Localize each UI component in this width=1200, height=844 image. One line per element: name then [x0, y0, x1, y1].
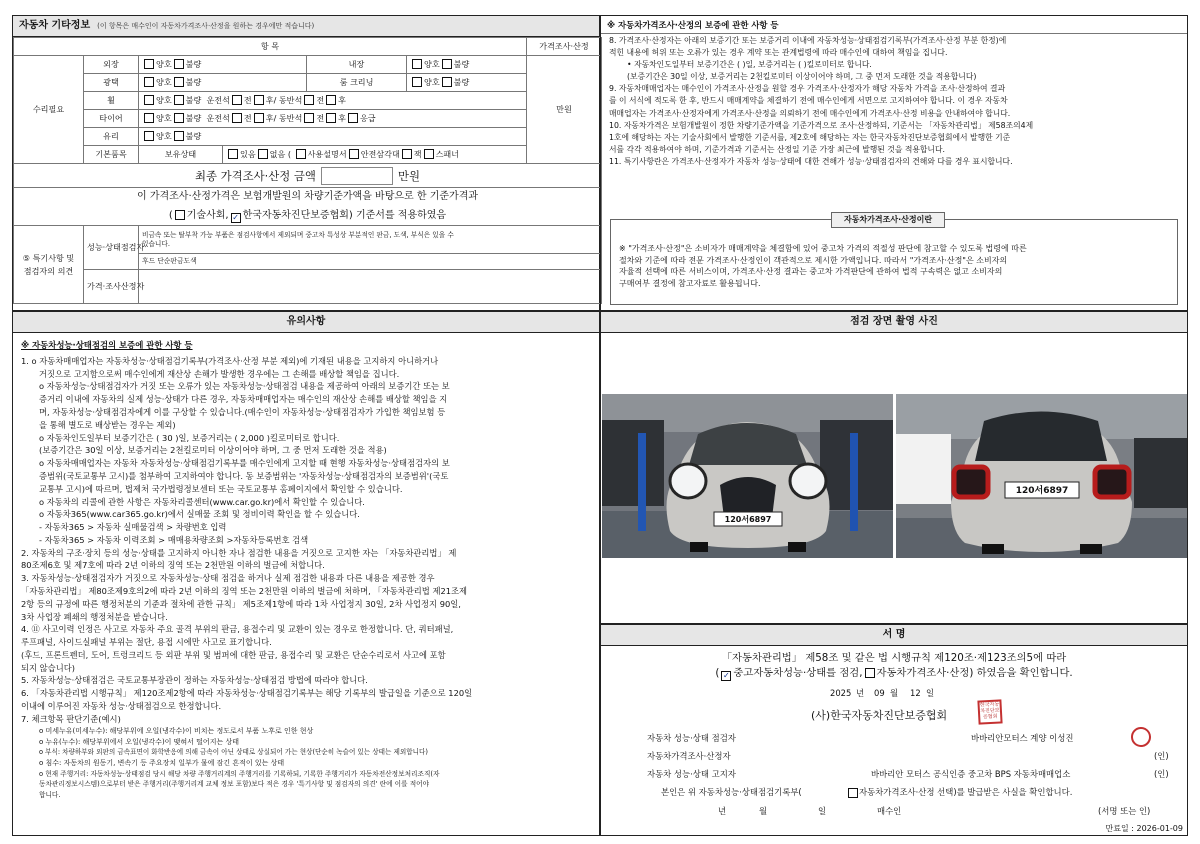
- rear-label: 후: [338, 113, 346, 124]
- ownership-options: 있음 없음 ( 사용설명서 안전삼각대 잭 스패너: [223, 146, 602, 164]
- buyer-month: 월: [759, 806, 768, 816]
- tire-emergency-checkbox[interactable]: [348, 113, 358, 123]
- front-plate-text: 120서6897: [724, 515, 772, 524]
- front-label: 전: [316, 113, 325, 124]
- note-line: 80조제6호 및 제7호에 따라 2년 이하의 징역 또는 2천만원 이하의 벌금에 처합니다.: [21, 560, 325, 571]
- inspector-seal: [1130, 726, 1151, 747]
- bad-label: 불량: [185, 131, 202, 142]
- price-inspector-note[interactable]: [139, 270, 602, 304]
- technician-standard-checkbox[interactable]: [175, 210, 185, 220]
- association-standard-checkbox[interactable]: ✓: [232, 212, 239, 222]
- exterior-options: [139, 56, 307, 74]
- inspection-confirm-label: 중고자동차성능·상태를 점검,: [733, 667, 863, 680]
- note-line: o 자동차의 리콜에 관한 사항은 자동차리콜센터(www.car.go.kr)에서 확인할 수 있습니다.: [39, 496, 365, 507]
- note-line: 6. 「자동차관리법 시행규칙」 제120조제2항에 따라 자동차성능·상태점검기록부는 해당 기록부의 발급일을 기준으로 120일: [21, 688, 473, 699]
- ownership-none-checkbox[interactable]: [258, 149, 268, 159]
- price-confirm-label: 자동차가격조사·산정) 하였음을 확인합니다.: [876, 667, 1073, 680]
- bad-label: 불량: [453, 59, 470, 70]
- price-definition-box: [610, 215, 1178, 305]
- room-cleaning-bad-checkbox[interactable]: [442, 77, 452, 87]
- rear-plate-text: 120서6897: [1015, 486, 1069, 496]
- glass-options: [139, 128, 527, 146]
- vehicle-other-info-subtitle: (이 항목은 매수인이 자동차가격조사·산정을 원하는 경우에만 적습니다): [97, 21, 315, 30]
- none-label: 없음: [269, 149, 286, 160]
- signature-section: [600, 624, 1188, 836]
- exterior-label: 외장: [84, 56, 139, 74]
- front-label: 전: [243, 113, 252, 124]
- price-person-seal: (인): [1154, 751, 1169, 761]
- good-label: 양호: [156, 113, 172, 124]
- ownership-exists-checkbox[interactable]: [228, 149, 238, 159]
- item-header: 항 목: [14, 38, 527, 56]
- price-header: 가격조사·산정: [527, 38, 602, 56]
- note-line: 합니다.: [39, 790, 61, 799]
- good-label: 양호: [156, 131, 172, 142]
- interior-bad-checkbox[interactable]: [442, 59, 452, 69]
- driver-seat-label: 운전석: [206, 113, 230, 124]
- standard-choice-row: [14, 208, 602, 226]
- final-price-input[interactable]: [321, 167, 393, 185]
- technician-standard-label: 기술사회,: [186, 209, 229, 221]
- bad-label: 불량: [185, 77, 202, 88]
- notes-content: [13, 333, 599, 805]
- receipt-prefix: 본인은 위 자동차성능·상태점검기록부(: [661, 787, 802, 797]
- notifier-value: 바바리안 모터스 공식인증 중고차 BPS 자동차매매업소: [871, 769, 1071, 779]
- room-cleaning-options: [407, 74, 527, 92]
- notes-headline: ※ 자동차성능·상태점검의 보증에 관한 사항 등: [21, 340, 193, 350]
- bad-label: 불량: [185, 113, 202, 124]
- photo-title-bar: [601, 312, 1187, 333]
- notes-title: 유의사항: [286, 315, 326, 327]
- note-line: o 부식: 차량하부와 외판의 금속표면이 화학반응에 의해 금속이 아닌 상태로 상실되어 가는 현상(단순히 녹슬어 있는 상태는 제외합니다): [39, 748, 428, 757]
- jack-label: 잭: [413, 149, 422, 160]
- note-line: (후드, 프론트펜더, 도어, 트렁크리드 등 외판 부위 및 범퍼에 대한 판금, 용접수리 및 교환은 단순수리로서 사고에 포함: [21, 649, 446, 660]
- note-line: 3. 자동차성능·상태점검자가 거짓으로 자동차성능·상태 점검을 하거나 실제 점검한 내용과 다른 내용을 제공한 경우: [21, 573, 435, 584]
- receipt-price-checkbox[interactable]: [848, 788, 858, 798]
- note-line: 3차 사업장 폐쇄의 행정처분을 받습니다.: [21, 611, 168, 622]
- photo-title: 점검 장면 촬영 사진: [850, 315, 938, 327]
- wheel-driver-rear-checkbox[interactable]: [254, 95, 264, 105]
- tire-driver-front-checkbox[interactable]: [232, 113, 242, 123]
- price-guarantee-section: [600, 15, 1188, 311]
- tire-options: [139, 110, 527, 128]
- signature-title-bar: [601, 625, 1187, 646]
- year-value: 2025: [830, 688, 852, 698]
- rear-label: 후: [265, 113, 274, 124]
- price-manwon: 만원: [527, 56, 602, 164]
- notes-title-bar: [13, 312, 599, 333]
- note-line: 「자동차관리법」 제80조제9호의2에 따라 2년 이하의 징역 또는 2천만원 이하의 벌금에 처하며, 「자동차관리법 제21조제: [21, 585, 468, 596]
- note-line: 7. 체크항목 판단기준(예시): [21, 713, 121, 724]
- wheel-driver-front-checkbox[interactable]: [232, 95, 242, 105]
- ownership-label: 보유상태: [139, 146, 223, 164]
- note-line: (보증기간은 30일 이상, 보증거리는 2천킬로미터 이상이어야 하며, 그 중 먼저 도래한 것을 적용): [39, 445, 387, 456]
- wheel-options: [139, 92, 527, 110]
- vehicle-other-info-table: [13, 37, 602, 304]
- tire-driver-rear-checkbox[interactable]: [254, 113, 264, 123]
- safety-checkbox[interactable]: [349, 149, 359, 159]
- manual-checkbox[interactable]: [296, 149, 306, 159]
- gloss-label: 광택: [84, 74, 139, 92]
- expiry-date: 만료일 : 2026-01-09: [1105, 824, 1183, 833]
- inspection-confirm-checkbox[interactable]: ✓: [722, 671, 730, 681]
- price-guarantee-title: ※ 자동차가격조사·산정의 보증에 관한 사항 등: [601, 16, 1187, 34]
- notes-section: [12, 311, 600, 836]
- rear-label: 후: [338, 95, 346, 106]
- association-seal: [977, 699, 1002, 724]
- wheel-good-checkbox[interactable]: [144, 95, 154, 105]
- emergency-label: 응급: [359, 113, 376, 124]
- driver-seat-label: 운전석: [206, 95, 230, 106]
- inspection-result: 후드 단순판금도색: [139, 254, 602, 270]
- price-person-label: 자동차가격조사·산정자: [647, 751, 731, 761]
- exists-label: 있음: [240, 149, 256, 160]
- note-line: 거짓으로 고지함으로써 매수인에게 재산상 손해가 발생한 경우에는 그 손해를 배상할 책임을 집니다.: [39, 368, 400, 379]
- gloss-bad-checkbox[interactable]: [174, 77, 184, 87]
- note-line: 동차관리정보시스템)으로부터 받은 주행거리(주행거리계 교체 정보 포함)보다 적은 경우 '특기사항 및 점검자의 의견' 란에 이를 적어야: [39, 780, 430, 789]
- good-label: 양호: [156, 59, 172, 70]
- note-line: o 현재 주행거리: 자동차성능·상태점검 당시 해당 차량 주행거리계의 주행거리를 기록하되, 기록한 주행거리가 자동차전산정보처리조직(자: [39, 769, 440, 778]
- good-label: 양호: [156, 95, 172, 106]
- inspector-value: 바바리안모터스 계양 이성진: [971, 733, 1074, 743]
- year-label: 년: [856, 688, 865, 698]
- buyer-day: 일: [818, 806, 827, 816]
- buyer-year: 년: [718, 806, 727, 816]
- room-cleaning-label: 룸 크리닝: [307, 74, 407, 92]
- manual-label: 사용설명서: [307, 149, 347, 160]
- price-confirm-checkbox[interactable]: [865, 668, 875, 678]
- buyer-signature-note: (서명 또는 인): [1098, 806, 1151, 816]
- vehicle-other-info-section: [12, 15, 600, 311]
- front-label: 전: [243, 95, 252, 106]
- good-label: 양호: [156, 77, 172, 88]
- exterior-bad-checkbox[interactable]: [174, 59, 184, 69]
- spanner-label: 스패너: [435, 149, 460, 160]
- rear-car-image: [896, 394, 1187, 558]
- interior-label: 내장: [307, 56, 407, 74]
- interior-options: [407, 56, 527, 74]
- good-label: 양호: [424, 77, 440, 88]
- safety-label: 안전삼각대: [360, 149, 400, 160]
- note-line: o 자동차매매업자는 자동차 자동차성능·상태점검기록부를 매수인에게 고지할 때 현행 자동차성능·상태점검자의 보: [39, 458, 450, 469]
- note-line: o 자동차365(www.car365.go.kr)에서 실매물 조회 및 정비이력 확인을 할 수 있습니다.: [39, 509, 360, 520]
- buyer-label: 매수인: [877, 806, 902, 816]
- passenger-seat-label: / 동반석: [273, 95, 303, 106]
- note-line: 이내에 이루어진 자동차 성능·상태점검으로 한정합니다.: [21, 701, 222, 712]
- rear-car-photo: [896, 394, 1187, 558]
- tire-passenger-front-checkbox[interactable]: [304, 113, 314, 123]
- front-car-image: [602, 394, 893, 558]
- vehicle-other-info-title-bar: [13, 16, 599, 37]
- confirm-open: (: [715, 667, 720, 680]
- tire-passenger-rear-checkbox[interactable]: [326, 113, 336, 123]
- note-line: 증범위(국토교통부 고시)를 첨부하여 고지하여야 합니다. 동 보증범위는 '자동차성능·상태점검자의 보증범위'(국토: [39, 470, 449, 481]
- note-line: o 자동차인도일부터 보증기간은 ( 30 )일, 보증거리는 ( 2,000 )킬로미터로 합니다.: [39, 432, 340, 443]
- room-cleaning-good-checkbox[interactable]: [412, 77, 422, 87]
- note-line: 2. 자동차의 구조·장치 등의 성능·상태를 고지하지 아니한 자나 점검한 내용을 거짓으로 고지한 자는 「자동차관리법」 제: [21, 547, 457, 558]
- gloss-good-checkbox[interactable]: [144, 77, 154, 87]
- final-price-label: 최종 가격조사·산정 금액: [195, 168, 316, 183]
- note-line: o 미세누유(미세누수): 해당부위에 오일(냉각수)이 비치는 정도로서 부품 노후로 인한 현상: [39, 726, 314, 735]
- note-line: o 자동차성능·상태점검자가 거짓 또는 오류가 있는 자동차성능·상태점검 내용을 제공하여 아래의 보증기간 또는 보: [39, 381, 450, 392]
- jack-checkbox[interactable]: [402, 149, 412, 159]
- front-label: 전: [316, 95, 325, 106]
- notifier-label: 자동차 성능·상태 고지자: [647, 769, 736, 779]
- month-value: 09: [874, 688, 885, 698]
- passenger-seat-label: / 동반석: [273, 113, 303, 124]
- stamp-text: 한국자동차진단보증협회: [979, 701, 1000, 721]
- note-line: - 자동차365 > 자동차 실매물검색 > 차량번호 입력: [39, 522, 227, 533]
- spanner-checkbox[interactable]: [424, 149, 434, 159]
- final-price-row: [14, 164, 602, 188]
- signature-title: 서 명: [882, 628, 906, 640]
- bad-label: 불량: [453, 77, 470, 88]
- wheel-label: 휠: [84, 92, 139, 110]
- notifier-seal: (인): [1154, 769, 1169, 779]
- law-basis: 「자동차관리법」 제58조 및 같은 법 시행규칙 제120조·제123조의5에 따라: [721, 652, 1067, 664]
- inspection-photos-section: [600, 311, 1188, 624]
- note-line: 1. o 자동차매매업자는 자동차성능·상태점검기록부(가격조사·산정 부분 제외)에 기재된 내용을 고지하지 아니하거나: [21, 355, 439, 366]
- note-line: 교통부 고시)에 따르며, 법제처 국가법령정보센터 또는 국토교통부 홈페이지에서 확인할 수 있습니다.: [39, 483, 403, 494]
- note-line: 루프패널, 사이드실패널 부위는 절단, 용접 시에만 사고로 표기합니다.: [21, 637, 272, 648]
- gloss-options: [139, 74, 307, 92]
- final-price-unit: 만원: [397, 168, 420, 183]
- inspection-note: 비금속 또는 탈부착 가능 부품은 점검사항에서 제외되며 중고차 특성상 부분적인 판금, 도색, 부식은 있을 수 있습니다.: [139, 226, 602, 254]
- glass-label: 유리: [84, 128, 139, 146]
- wheel-passenger-rear-checkbox[interactable]: [326, 95, 336, 105]
- association-standard-label: 한국자동차진단보증협회) 기준서를 적용하였음: [242, 209, 447, 221]
- front-car-photo: [602, 394, 893, 558]
- tire-label: 타이어: [84, 110, 139, 128]
- bad-label: 불량: [185, 59, 202, 70]
- note-line: 을 통해 별도로 배상받는 경우는 제외): [39, 419, 176, 430]
- price-definition-text: ※ "가격조사·산정"은 소비자가 매매계약을 체결함에 있어 중고차 가격의 적절성 판단에 참고할 수 있도록 법령에 따른 절차와 기준에 따라 전문 가격조사·산정인이 객관적으로 제시한 가액입니다. 따라서 "가격조사·산정"은 소비자의 자율적 선택에 따른 서비스이며, 가격조사·산정 결과는 중고차 가격판단에 관하여 법적 구속력은 없고 소비자의 구매여부 결정에 참고자료로 활용됩니다.: [619, 244, 1027, 288]
- glass-good-checkbox[interactable]: [144, 131, 154, 141]
- day-value: 12: [910, 688, 921, 698]
- repair-needed-label: 수리필요: [14, 56, 84, 164]
- price-definition-title: 자동차가격조사·산정이란: [831, 212, 945, 228]
- bad-label: 불량: [185, 95, 202, 106]
- month-label: 월: [890, 688, 899, 698]
- receipt-suffix: 자동차가격조사·산정 선택)를 발급받은 사실을 확인합니다.: [859, 787, 1073, 797]
- tire-good-checkbox[interactable]: [144, 113, 154, 123]
- association-name: (사)한국자동차진단보증협회: [811, 709, 948, 722]
- note-line: 며, 자동차성능·상태점검자에게 이를 구상할 수 있습니다.(매수인이 자동차성능·상태점검자가 가입한 책임보험 등: [39, 407, 446, 418]
- tire-bad-checkbox[interactable]: [174, 113, 184, 123]
- basis-line: 이 가격조사·산정가격은 보험개발원의 차량기준가액을 바탕으로 한 기준가격과: [14, 188, 602, 208]
- note-line: 5. 자동차성능·상태점검은 국토교통부장관이 정하는 자동차성능·상태점검 방법에 따라야 합니다.: [21, 675, 368, 686]
- note-line: 2항 등의 규정에 따른 행정처분의 기준과 절차에 관한 규칙」 제5조제1항에 따라 1차 사업정지 30일, 2차 사업정지 90일,: [21, 598, 461, 609]
- interior-good-checkbox[interactable]: [412, 59, 422, 69]
- choice-open: (: [168, 209, 173, 221]
- note-line: 되지 않습니다): [21, 662, 75, 673]
- wheel-bad-checkbox[interactable]: [174, 95, 184, 105]
- inspection-confirm-row: [601, 667, 1187, 681]
- basic-items-label: 기본품목: [84, 146, 139, 164]
- note-line: 4. ⑪ 사고이력 인정은 사고로 자동차 주요 골격 부위의 판금, 용접수리 및 교환이 있는 경우로 한정합니다. 단, 쿼터패널,: [21, 624, 454, 635]
- inspection-person-label: 성능·상태점검자: [84, 226, 139, 270]
- day-label: 일: [926, 688, 935, 698]
- note-line: o 침수: 자동차의 원동기, 변속기 등 주요장치 일부가 물에 잠긴 흔적이 있는 상태: [39, 758, 285, 767]
- opinion-label: ⑤ 특기사항 및 점검자의 의견: [14, 226, 84, 304]
- note-line: - 자동차365 > 자동차 이력조회 > 매매용차량조회 >자동차등록번호 검색: [39, 534, 309, 545]
- note-line: 증거리 이내에 자동차의 실제 성능·상태가 다른 경우, 자동차매매업자는 매수인의 재산상 손해를 배상할 책임을 지: [39, 394, 448, 405]
- exterior-good-checkbox[interactable]: [144, 59, 154, 69]
- vehicle-other-info-title: 자동차 기타정보: [19, 19, 91, 31]
- rear-label: 후: [265, 95, 274, 106]
- price-inspector-label: 가격·조사산정자: [84, 270, 139, 304]
- note-line: o 누유(누수): 해당부위에서 오일(냉각수)이 맺혀서 떨어지는 상태: [39, 737, 239, 746]
- good-label: 양호: [424, 59, 440, 70]
- price-guarantee-notes: 8. 가격조사·산정자는 아래의 보증기간 또는 보증거리 이내에 자동차성능·상태점검기록부(가격조사·산정 부분 한정)에 적힌 내용에 허위 또는 오류가 있는 경우 계약 또는 관계법령에 따라 매수인에 대하여 책임을 집니다. • 자동차인도일부터 보증기간은 ( )일, 보증거리는 ( )킬로미터로 합니다. (보증기간은 30일 이상, 보증거리는 2천킬로미터 이상이어야 하며, 그 중 먼저 도래한 것을 적용합니다) 9. 자동차매매업자는 매수인이 가격조사·산정을 원할 경우 가격조사·산정자가 해당 자동차 가격을 조사·산정하여 결과 를 이 서식에 적도록 한 후, 반드시 매매계약을 체결하기 전에 매수인에게 서면으로 고지하여야 합니다. 이 경우 자동차 매매업자는 가격조사·산정자에게 가격조사·산정을 의뢰하기 전에 매수인에게 가격조사·산정 비용을 안내하여야 합니다. 10. 자동차가격은 보험개발원이 정한 차량기준가액을 기준가격으로 조사·산정하되, 기준서는 「자동차관리법」 제58조의4제 1호에 해당하는 자는 기술사회에서 발행한 기준서를, 제2호에 해당하는 자는 한국자동차진단보증협회에서 발행한 기준 서를 각각 적용하여야 하며, 기준가격과 기준서는 산정일 기준 가장 최근에 발행된 것을 적용합니다. 11. 특기사항란은 가격조사·산정자가 자동차 성능·상태에 대한 견해가 성능·상태점검자의 견해와 다를 경우 표시합니다.: [609, 35, 1034, 167]
- glass-bad-checkbox[interactable]: [174, 131, 184, 141]
- inspector-label: 자동차 성능·상태 점검자: [647, 733, 736, 743]
- wheel-passenger-front-checkbox[interactable]: [304, 95, 314, 105]
